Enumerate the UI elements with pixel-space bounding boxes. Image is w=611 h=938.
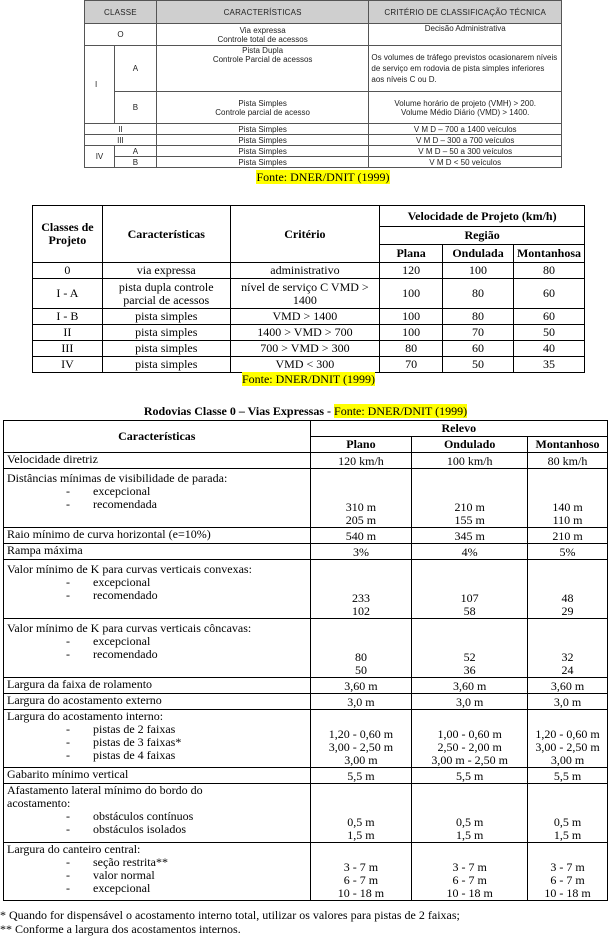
montanhoso-cell <box>528 710 608 768</box>
label-cell <box>4 843 311 901</box>
subclasse-cell: A <box>114 146 156 157</box>
value: 0,5 m <box>455 815 484 829</box>
sub-item: - excepcional <box>7 485 307 498</box>
classe-cell: IV <box>85 146 115 168</box>
table-row <box>4 843 608 901</box>
table-row <box>4 768 608 784</box>
label-cell: Rampa máxima <box>4 544 311 560</box>
table1-source <box>84 170 562 185</box>
ondulado-cell: 5,5 m <box>412 768 528 784</box>
table-row <box>4 694 608 710</box>
montanhosa-cell: 35 <box>513 357 584 373</box>
label-cell <box>4 619 311 678</box>
caracteristicas-cell: pista simples <box>102 357 230 373</box>
criterio-cell: VMD < 300 <box>230 357 380 373</box>
subclasse-cell: B <box>114 157 156 168</box>
montanhosa-cell: 50 <box>513 325 584 341</box>
value: 210 m <box>454 500 485 514</box>
value: 310 m <box>345 500 377 514</box>
plano-cell: 5,5 m <box>310 768 412 784</box>
label-cell <box>4 560 311 619</box>
value: 1,5 m <box>347 828 375 842</box>
value: 10 - 18 m <box>544 886 591 900</box>
sub-item: - excepcional <box>7 576 307 589</box>
source-label: Fonte: DNER/DNIT (1999) <box>241 372 376 386</box>
classe-cell: 0 <box>33 263 103 279</box>
criterio-cell <box>369 92 562 124</box>
value: 205 m <box>345 513 377 527</box>
value: 233 <box>351 591 370 605</box>
montanhoso-cell: 5,5 m <box>528 768 608 784</box>
value: 32 <box>561 650 574 664</box>
header-caracteristicas: CARACTERÍSTICAS <box>156 1 369 24</box>
value: 0,5 m <box>553 815 582 829</box>
sub-item: - seção restrita** <box>7 856 307 869</box>
montanhoso-cell <box>528 469 608 528</box>
classification-table-scan <box>84 0 562 185</box>
value: 1,5 m <box>455 828 484 842</box>
ondulado-cell <box>412 619 528 678</box>
header-classe: CLASSE <box>85 1 157 24</box>
ondulada-cell: 80 <box>443 309 514 325</box>
header-regiao: Região <box>380 227 585 245</box>
table-row <box>4 453 608 469</box>
montanhosa-cell: 60 <box>513 279 584 309</box>
classe-cell: O <box>85 24 157 46</box>
value: 48 <box>561 591 574 605</box>
table-row <box>85 46 562 92</box>
table-row <box>4 560 608 619</box>
plano-cell: 3,0 m <box>310 694 412 710</box>
criterio-cell: nível de serviço C VMD > 1400 <box>230 279 380 309</box>
ondulado-cell: 3,60 m <box>412 678 528 694</box>
car-line: Pista Dupla <box>242 46 284 55</box>
design-speed-table <box>32 205 585 373</box>
montanhosa-cell: 60 <box>513 309 584 325</box>
caracteristicas-cell: Pista Simples <box>156 124 369 135</box>
crit-line: Volume horário de projeto (VMH) > 200. <box>394 98 537 108</box>
table-row <box>33 263 585 279</box>
plano-cell: 540 m <box>310 528 412 544</box>
ondulado-cell: 4% <box>412 544 528 560</box>
value: 6 - 7 m <box>343 873 379 887</box>
table-row <box>85 146 562 157</box>
car-line: Via expressa <box>239 25 286 35</box>
criterio-cell: V M D – 50 a 300 veículos <box>369 146 562 157</box>
value: 3,00 m - 2,50 m <box>431 753 508 767</box>
value: 3 - 7 m <box>452 860 487 874</box>
ondulada-cell: 50 <box>443 357 514 373</box>
criterio-cell: V M D < 50 veículos <box>369 157 562 168</box>
sub-item: - recomendado <box>7 589 307 602</box>
sub-item: - pistas de 2 faixas <box>7 723 307 736</box>
class0-table <box>3 420 608 901</box>
montanhosa-cell: 80 <box>513 263 584 279</box>
value: 2,50 - 2,00 m <box>437 740 502 754</box>
sub-item: - pistas de 4 faixas <box>7 749 307 762</box>
value: 102 <box>351 604 370 618</box>
montanhosa-cell: 40 <box>513 341 584 357</box>
header-velocidade: Velocidade de Projeto (km/h) <box>380 206 585 227</box>
header-plana: Plana <box>380 245 443 263</box>
plana-cell: 120 <box>380 263 443 279</box>
value: 24 <box>561 663 574 677</box>
table-row <box>85 24 562 46</box>
montanhoso-cell: 5% <box>528 544 608 560</box>
value: 1,20 - 0,60 m <box>535 727 600 741</box>
label-cell <box>4 469 311 528</box>
value: 80 <box>354 650 367 664</box>
row-label: Valor mínimo de K para curvas verticais côncavas: <box>7 621 252 635</box>
plano-cell <box>310 784 412 843</box>
ondulado-cell: 100 km/h <box>412 453 528 469</box>
ondulada-cell: 70 <box>443 325 514 341</box>
ondulado-cell <box>412 560 528 619</box>
footnote: ** Conforme a largura dos acostamentos internos. <box>0 922 241 936</box>
row-label: Valor mínimo de K para curvas verticais convexas: <box>7 562 252 576</box>
sub-item: - pistas de 3 faixas* <box>7 736 307 749</box>
sub-item: - valor normal <box>7 869 307 882</box>
table-row <box>33 341 585 357</box>
sub-item: - excepcional <box>7 882 307 895</box>
value: 1,20 - 0,60 m <box>328 727 394 741</box>
montanhoso-cell <box>528 619 608 678</box>
header-criterio: CRITÉRIO DE CLASSIFICAÇÃO TÉCNICA <box>369 1 562 24</box>
classe-cell: II <box>33 325 103 341</box>
classe-cell: III <box>33 341 103 357</box>
caracteristicas-cell: Pista Simples <box>156 157 369 168</box>
plana-cell: 100 <box>380 279 443 309</box>
row-label: Largura do canteiro central: <box>7 842 141 856</box>
header-classes: Classes de Projeto <box>33 206 103 263</box>
caracteristicas-cell: Pista Simples <box>156 135 369 146</box>
value: 155 m <box>454 513 485 527</box>
classification-table <box>84 0 562 168</box>
footnotes <box>0 908 611 936</box>
table-row <box>4 528 608 544</box>
label-cell: Velocidade diretriz <box>4 453 311 469</box>
sub-item: - recomendada <box>7 498 307 511</box>
montanhoso-cell <box>528 843 608 901</box>
plano-cell <box>310 560 412 619</box>
criterio-cell: administrativo <box>230 263 380 279</box>
criterio-cell: 700 > VMD > 300 <box>230 341 380 357</box>
value: 110 m <box>552 513 583 527</box>
value: 10 - 18 m <box>337 886 385 900</box>
row-label: Distâncias mínimas de visibilidade de parada: <box>7 471 228 485</box>
caracteristicas-cell <box>156 46 369 92</box>
value: 50 <box>354 663 367 677</box>
header-caracteristicas: Características <box>102 206 230 263</box>
sub-item: - obstáculos contínuos <box>7 810 307 823</box>
table-row <box>33 309 585 325</box>
design-speed-table-wrap <box>32 205 585 386</box>
caracteristicas-cell: pista simples <box>102 341 230 357</box>
value: 6 - 7 m <box>550 873 585 887</box>
plano-cell: 3,60 m <box>310 678 412 694</box>
caracteristicas-cell: via expressa <box>102 263 230 279</box>
caracteristicas-cell <box>156 24 369 46</box>
caracteristicas-cell: Pista Simples <box>156 146 369 157</box>
value: 3,00 - 2,50 m <box>328 740 394 754</box>
value: 3 - 7 m <box>343 860 379 874</box>
plana-cell: 100 <box>380 325 443 341</box>
sub-item: - recomendado <box>7 648 307 661</box>
criterio-cell: VMD > 1400 <box>230 309 380 325</box>
table-row <box>33 325 585 341</box>
value: 36 <box>463 663 476 677</box>
header-montanhoso: Montanhoso <box>528 437 608 453</box>
crit-line: Volume Médio Diário (VMD) > 1400. <box>401 107 530 117</box>
sub-item: - obstáculos isolados <box>7 823 307 836</box>
row-label: Afastamento lateral mínimo do bordo do acostamento: <box>7 783 203 810</box>
montanhoso-cell <box>528 784 608 843</box>
table-row <box>85 135 562 146</box>
subclasse-cell: A <box>114 46 156 92</box>
classe-cell: I - B <box>33 309 103 325</box>
footnote: * Quando for dispensável o acostamento interno total, utilizar os valores para pistas de 2 faixas; <box>0 908 460 922</box>
table-row <box>85 124 562 135</box>
label-cell: Largura da faixa de rolamento <box>4 678 311 694</box>
plano-cell <box>310 469 412 528</box>
car-line: Controle parcial de acesso <box>215 107 310 117</box>
caracteristicas-cell: pista dupla controle parcial de acessos <box>102 279 230 309</box>
value: 10 - 18 m <box>446 886 493 900</box>
label-cell <box>4 710 311 768</box>
value: 29 <box>561 604 574 618</box>
table-row <box>4 619 608 678</box>
criterio-cell: V M D – 300 a 700 veículos <box>369 135 562 146</box>
value: 58 <box>463 604 476 618</box>
caracteristicas-cell: pista simples <box>102 325 230 341</box>
classe-cell: II <box>85 124 157 135</box>
ondulado-cell: 3,0 m <box>412 694 528 710</box>
car-line: Pista Simples <box>238 98 287 108</box>
header-ondulada: Ondulada <box>443 245 514 263</box>
label-cell <box>4 784 311 843</box>
car-line: Controle total de acessos <box>217 34 308 44</box>
label-cell: Gabarito mínimo vertical <box>4 768 311 784</box>
value: 1,5 m <box>553 828 582 842</box>
plano-cell: 3% <box>310 544 412 560</box>
subclasse-cell: B <box>114 92 156 124</box>
car-line: Controle Parcial de acessos <box>212 55 313 64</box>
source-label: Fonte: DNER/DNIT (1999) <box>256 170 390 184</box>
table-row <box>4 678 608 694</box>
ondulado-cell <box>412 843 528 901</box>
classe-cell: IV <box>33 357 103 373</box>
value: 3,00 m <box>344 753 378 767</box>
ondulado-cell <box>412 784 528 843</box>
table-row <box>4 710 608 768</box>
montanhoso-cell <box>528 560 608 619</box>
table-row <box>33 357 585 373</box>
value: 3,00 m <box>550 753 585 767</box>
plano-cell <box>310 710 412 768</box>
plano-cell: 120 km/h <box>310 453 412 469</box>
caracteristicas-cell <box>156 92 369 124</box>
header-relevo: Relevo <box>310 421 607 437</box>
table-row <box>33 279 585 309</box>
montanhoso-cell: 210 m <box>528 528 608 544</box>
title-text: Rodovias Classe 0 – Vias Expressas - <box>143 404 335 418</box>
table-row <box>4 544 608 560</box>
plano-cell <box>310 619 412 678</box>
criterio-cell: 1400 > VMD > 700 <box>230 325 380 341</box>
header-ondulado: Ondulado <box>412 437 528 453</box>
value: 6 - 7 m <box>452 873 487 887</box>
caracteristicas-cell: pista simples <box>102 309 230 325</box>
label-cell: Raio mínimo de curva horizontal (e=10%) <box>4 528 311 544</box>
criterio-cell: V M D – 700 a 1400 veículos <box>369 124 562 135</box>
ondulado-cell <box>412 710 528 768</box>
header-plano: Plano <box>310 437 412 453</box>
ondulado-cell <box>412 469 528 528</box>
value: 3,00 - 2,50 m <box>535 740 600 754</box>
table2-source <box>32 373 585 386</box>
row-label: Largura do acostamento interno: <box>7 709 164 723</box>
value: 1,00 - 0,60 m <box>437 727 502 741</box>
value: 0,5 m <box>347 815 375 829</box>
montanhoso-cell: 3,0 m <box>528 694 608 710</box>
table-row <box>4 469 608 528</box>
criterio-cell: Os volumes de tráfego previstos ocasionarem níveis de serviço em rodovia de pista simples inferiores aos níveis C ou D. <box>369 46 562 92</box>
header-caracteristicas: Características <box>4 421 311 453</box>
table-row <box>85 92 562 124</box>
plana-cell: 100 <box>380 309 443 325</box>
classe-cell: I <box>85 46 115 124</box>
montanhoso-cell: 80 km/h <box>528 453 608 469</box>
sub-item: - excepcional <box>7 635 307 648</box>
montanhoso-cell: 3,60 m <box>528 678 608 694</box>
classe-cell: I - A <box>33 279 103 309</box>
ondulado-cell: 345 m <box>412 528 528 544</box>
value: 140 m <box>552 500 583 514</box>
label-cell: Largura do acostamento externo <box>4 694 311 710</box>
value: 3 - 7 m <box>550 860 585 874</box>
source-label: Fonte: DNER/DNIT (1999) <box>334 404 468 418</box>
header-montanhosa: Montanhosa <box>513 245 584 263</box>
table-row <box>85 157 562 168</box>
ondulada-cell: 60 <box>443 341 514 357</box>
value: 107 <box>460 591 479 605</box>
table3-title <box>0 405 611 418</box>
ondulada-cell: 80 <box>443 279 514 309</box>
criterio-cell: Decisão Administrativa <box>369 24 562 46</box>
value: 52 <box>463 650 476 664</box>
class0-table-wrap <box>3 420 608 901</box>
ondulada-cell: 100 <box>443 263 514 279</box>
header-criterio: Critério <box>230 206 380 263</box>
plana-cell: 80 <box>380 341 443 357</box>
table-row <box>4 784 608 843</box>
classe-cell: III <box>85 135 157 146</box>
plano-cell <box>310 843 412 901</box>
plana-cell: 70 <box>380 357 443 373</box>
